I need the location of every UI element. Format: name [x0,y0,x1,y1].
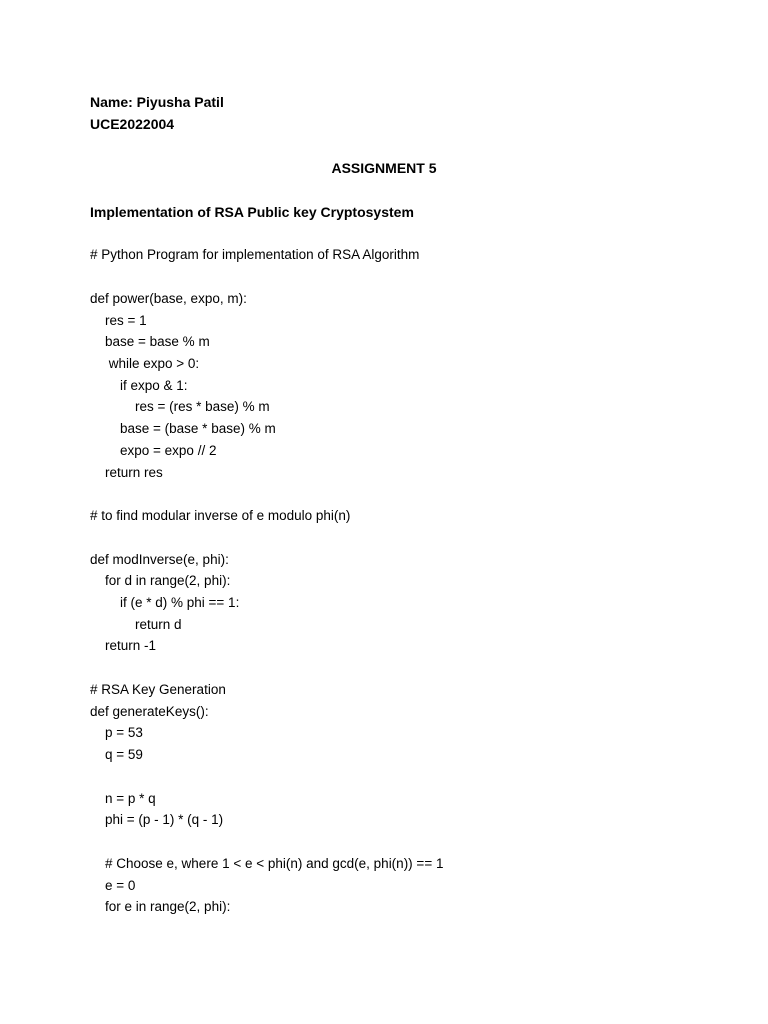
code-line: return d [90,617,182,632]
code-line: if expo & 1: [90,378,188,393]
code-line: return res [90,465,163,480]
code-line: while expo > 0: [90,356,200,371]
code-line: n = p * q [90,791,156,806]
code-line: q = 59 [90,747,143,762]
code-line: res = 1 [90,313,147,328]
code-line: def modInverse(e, phi): [90,552,229,567]
student-id: UCE2022004 [90,116,175,132]
code-line: # Choose e, where 1 < e < phi(n) and gcd(e, phi(n)) == 1 [90,856,444,871]
code-line: p = 53 [90,725,143,740]
code-line: return -1 [90,638,157,653]
code-line: def generateKeys(): [90,704,209,719]
code-line: if (e * d) % phi == 1: [90,595,240,610]
code-line: # to find modular inverse of e modulo phi(n) [90,508,351,523]
code-line: e = 0 [90,878,136,893]
code-line: # Python Program for implementation of RSA Algorithm [90,247,420,262]
student-name: Name: Piyusha Patil [90,94,224,110]
code-line: res = (res * base) % m [90,399,270,414]
code-line: for e in range(2, phi): [90,899,231,914]
code-line: base = (base * base) % m [90,421,276,436]
code-line: expo = expo // 2 [90,443,217,458]
code-line: def power(base, expo, m): [90,291,247,306]
document-title: Implementation of RSA Public key Cryptosystem [90,204,414,220]
code-line: # RSA Key Generation [90,682,226,697]
assignment-heading: ASSIGNMENT 5 [331,160,437,176]
code-line: for d in range(2, phi): [90,573,231,588]
code-line: base = base % m [90,334,210,349]
code-line: phi = (p - 1) * (q - 1) [90,812,224,827]
